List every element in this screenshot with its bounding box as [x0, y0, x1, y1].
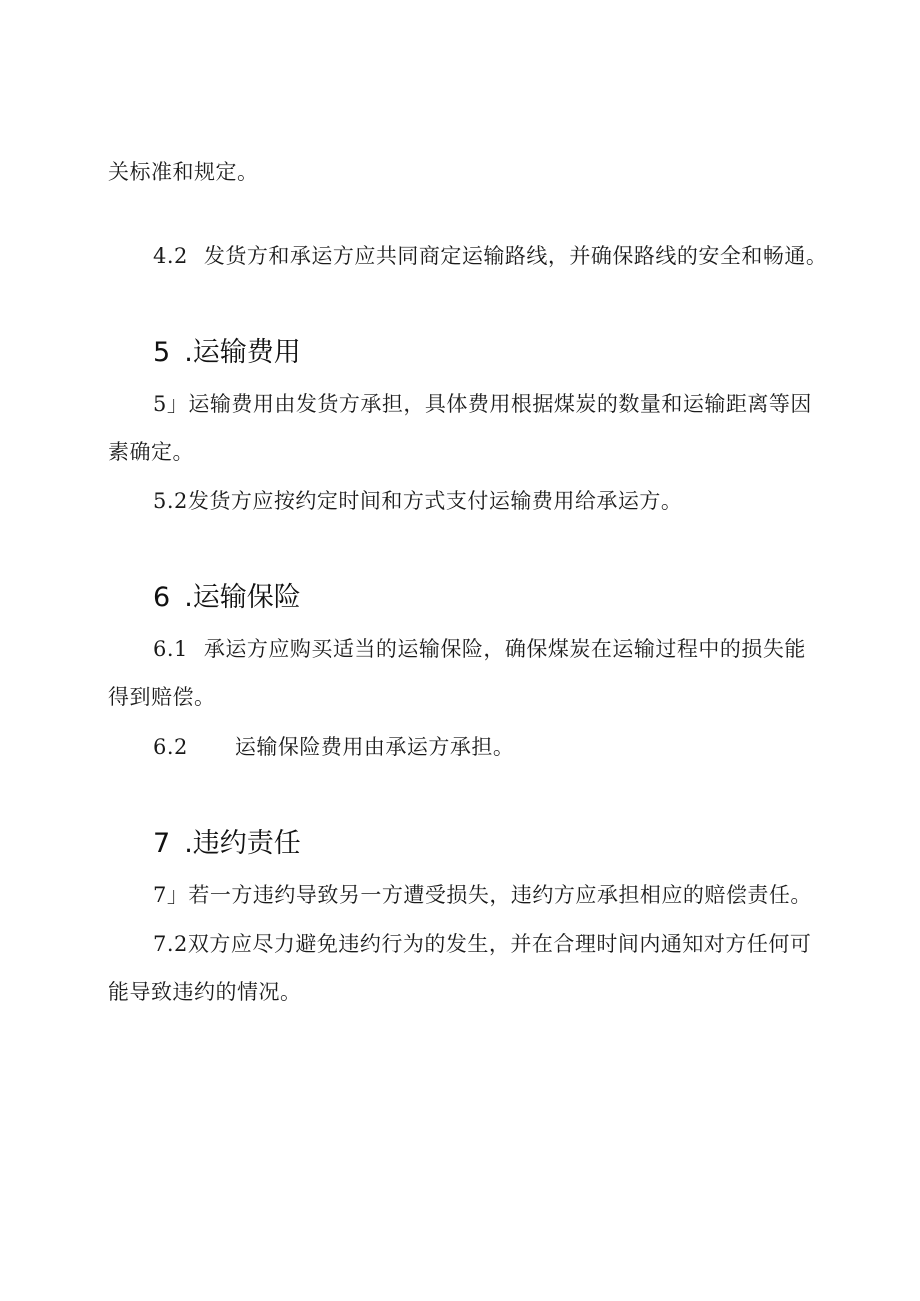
section-number: 7 [153, 828, 171, 859]
continuation-text: 关标准和规定。 [108, 160, 259, 184]
section-heading-6 [153, 580, 301, 616]
section-number: 6 [153, 582, 171, 613]
clause-number: 5」 [153, 392, 189, 416]
section-title: .运输费用 [184, 337, 301, 368]
clause-number: 7」 [153, 883, 189, 907]
clause-6-1 [153, 634, 806, 664]
clause-6-2 [153, 732, 514, 762]
clause-text: 发货方应按约定时间和方式支付运输费用给承运方。 [187, 489, 683, 513]
clause-number: 6.1 [153, 637, 188, 661]
clause-number: 4.2 [153, 244, 188, 268]
clause-7-1 [153, 880, 812, 910]
section-heading-5 [153, 335, 301, 371]
clause-7-2 [153, 929, 811, 959]
section-title: .违约责任 [184, 828, 301, 859]
clause-text: 发货方和承运方应共同商定运输路线，并确保路线的安全和畅通。 [203, 244, 828, 268]
clause-number: 7.2 [153, 932, 188, 956]
clause-text: 若一方违约导致另一方遭受损失，违约方应承担相应的赔偿责任。 [188, 883, 812, 907]
section-title: .运输保险 [184, 582, 301, 613]
clause-text: 运输保险费用由承运方承担。 [234, 735, 515, 759]
clause-text: 双方应尽力避免违约行为的发生，并在合理时间内通知对方任何可 [187, 932, 812, 956]
clause-number: 5.2 [153, 489, 188, 513]
clause-text: 承运方应购买适当的运输保险，确保煤炭在运输过程中的损失能 [203, 637, 806, 661]
clause-7-2-continued: 能导致违约的情况。 [108, 980, 302, 1004]
clause-6-1-continued: 得到赔偿。 [108, 685, 216, 709]
clause-4-2 [153, 241, 827, 271]
clause-number: 6.2 [153, 735, 188, 759]
clause-5-1-continued: 素确定。 [108, 440, 194, 464]
section-heading-7 [153, 826, 301, 862]
clause-text: 运输费用由发货方承担，具体费用根据煤炭的数量和运输距离等因 [188, 392, 812, 416]
clause-5-2 [153, 486, 682, 516]
clause-5-1 [153, 389, 812, 419]
section-number: 5 [153, 337, 171, 368]
